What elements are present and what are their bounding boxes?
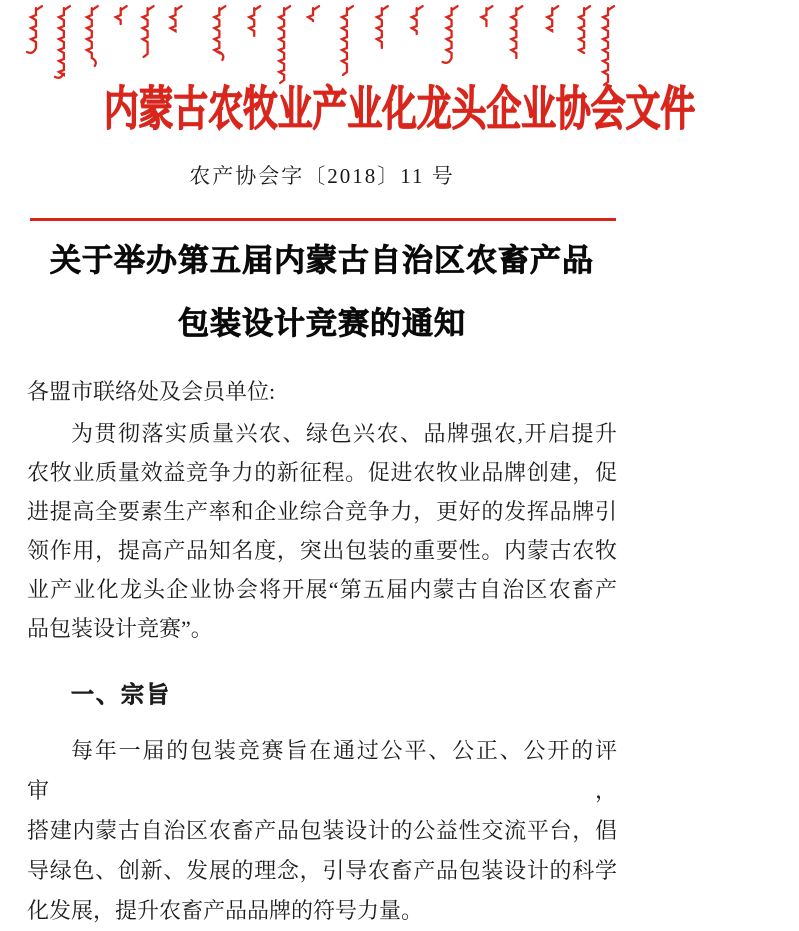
paragraph-line: 导绿色、创新、发展的理念，引导农畜产品包装设计的科学 xyxy=(27,858,617,883)
paragraph-line: 品包装设计竞赛”。 xyxy=(27,616,213,641)
association-title-text: 内蒙古农牧业产业化龙头企业协会文件 xyxy=(103,84,696,136)
mongolian-word-glyph xyxy=(377,6,388,48)
mongolian-word-glyph xyxy=(579,6,590,53)
mongolian-script-banner xyxy=(28,4,616,92)
notice-title-line1: 关于举办第五届内蒙古自治区农畜产品 xyxy=(50,243,594,278)
mongolian-word-glyph xyxy=(547,6,558,31)
mongolian-word-glyph xyxy=(116,6,127,24)
paragraph-line: 农牧业质量效益竞争力的新征程。促进农牧业品牌创建，促 xyxy=(27,460,617,485)
paragraph-1 xyxy=(27,414,617,648)
mongolian-word-glyph xyxy=(342,6,353,75)
red-divider xyxy=(30,218,616,221)
mongolian-word-glyph xyxy=(412,6,423,34)
notice-body xyxy=(27,372,617,931)
paragraph-line: 为贯彻落实质量兴农、绿色兴农、品牌强农,开启提升 xyxy=(71,421,617,446)
mongolian-word-glyph xyxy=(55,6,70,78)
mongolian-word-glyph xyxy=(87,6,98,66)
mongolian-word-glyph xyxy=(214,6,225,60)
mongolian-word-glyph xyxy=(279,6,290,83)
paragraph-line: 每年一届的包装竞赛旨在通过公平、公正、公开的评审， xyxy=(27,738,617,803)
mongolian-word-glyph xyxy=(27,6,42,53)
paragraph-line: 业产业化龙头企业协会将开展“第五届内蒙古自治区农畜产 xyxy=(27,577,617,602)
mongolian-word-glyph xyxy=(511,6,522,58)
mongolian-word-glyph xyxy=(481,6,492,26)
mongolian-word-glyph xyxy=(171,6,182,31)
doc-number: 农产协会字〔2018〕11 号 xyxy=(189,164,455,188)
paragraph-line: 进提高全要素生产率和企业综合竞争力，更好的发挥品牌引 xyxy=(27,499,617,524)
association-title xyxy=(0,82,696,138)
mongolian-word-glyph xyxy=(143,6,154,57)
mongolian-word-glyph xyxy=(308,6,319,21)
section-heading: 一、宗旨 xyxy=(71,682,171,707)
paragraph-line: 搭建内蒙古自治区农畜产品包装设计的公益性交流平台，倡 xyxy=(27,818,617,843)
salutation: 各盟市联络处及会员单位: xyxy=(27,379,276,404)
mongolian-word-glyph xyxy=(249,6,260,36)
mongolian-word-glyph xyxy=(603,6,614,85)
mongolian-word-glyph xyxy=(443,6,458,63)
notice-title-line2: 包装设计竞赛的通知 xyxy=(178,306,466,341)
paragraph-line: 领作用，提高产品知名度，突出包装的重要性。内蒙古农牧 xyxy=(27,538,617,563)
paragraph-2 xyxy=(27,731,617,931)
paragraph-line: 化发展，提升农畜产品品牌的符号力量。 xyxy=(27,898,424,923)
